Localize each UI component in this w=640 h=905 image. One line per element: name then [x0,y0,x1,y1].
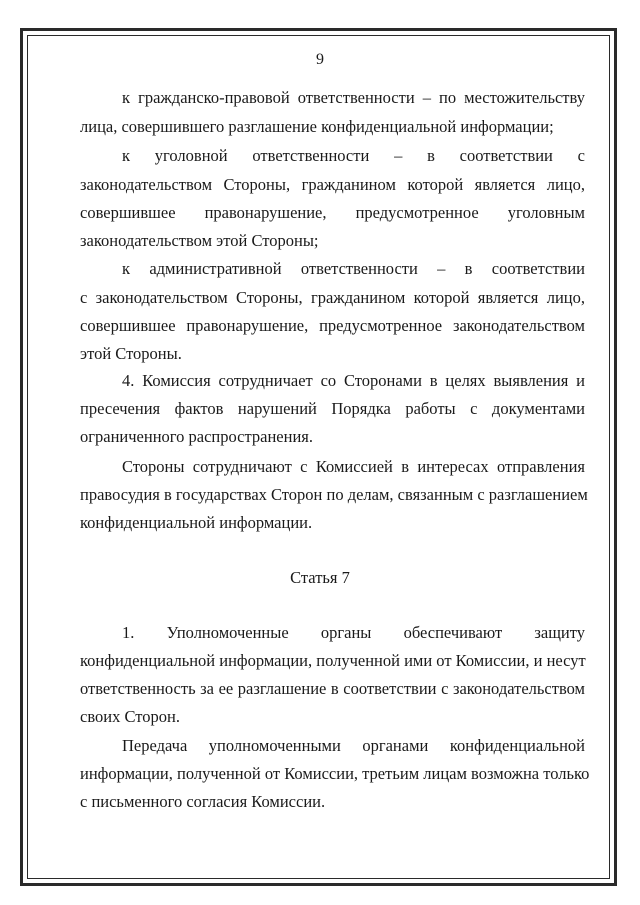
text-line: к административной ответственности – в соответствии [122,259,585,278]
text-line: конфиденциальной информации, полученной ими от Комиссии, и несут [80,651,586,670]
article-heading: Статья 7 [290,568,350,587]
text-line: 4. Комиссия сотрудничает со Сторонами в целях выявления и [122,371,585,390]
text-line: законодательством этой Стороны; [80,231,319,250]
page-number: 9 [316,51,324,68]
text-line: информации, полученной от Комиссии, третьим лицам возможна только [80,764,590,783]
text-line: совершившее правонарушение, предусмотренное уголовным [80,203,585,222]
text-line: правосудия в государствах Сторон по делам, связанным с разглашением [80,485,588,504]
text-line: 1. Уполномоченные органы обеспечивают защиту [122,623,585,642]
text-line: к уголовной ответственности – в соответствии с [122,146,585,165]
text-line: совершившее правонарушение, предусмотренное законодательством [80,316,585,335]
text-line: с законодательством Стороны, гражданином которой является лицо, [80,288,585,307]
text-line: ответственность за ее разглашение в соответствии с законодательством [80,679,585,698]
text-line: своих Сторон. [80,707,180,726]
text-line: ограниченного распространения. [80,427,313,446]
text-line: пресечения фактов нарушений Порядка работы с документами [80,399,585,418]
text-line: Стороны сотрудничают с Комиссией в интересах отправления [122,457,585,476]
text-line: к гражданско-правовой ответственности – по местожительству [122,88,585,107]
text-line: этой Стороны. [80,344,182,363]
text-line: конфиденциальной информации. [80,513,313,532]
text-line: лица, совершившего разглашение конфиденциальной информации; [80,117,554,136]
text-line: законодательством Стороны, гражданином которой является лицо, [80,175,585,194]
text-line: Передача уполномоченными органами конфиденциальной [122,736,585,755]
text-line: с письменного согласия Комиссии. [80,792,326,811]
